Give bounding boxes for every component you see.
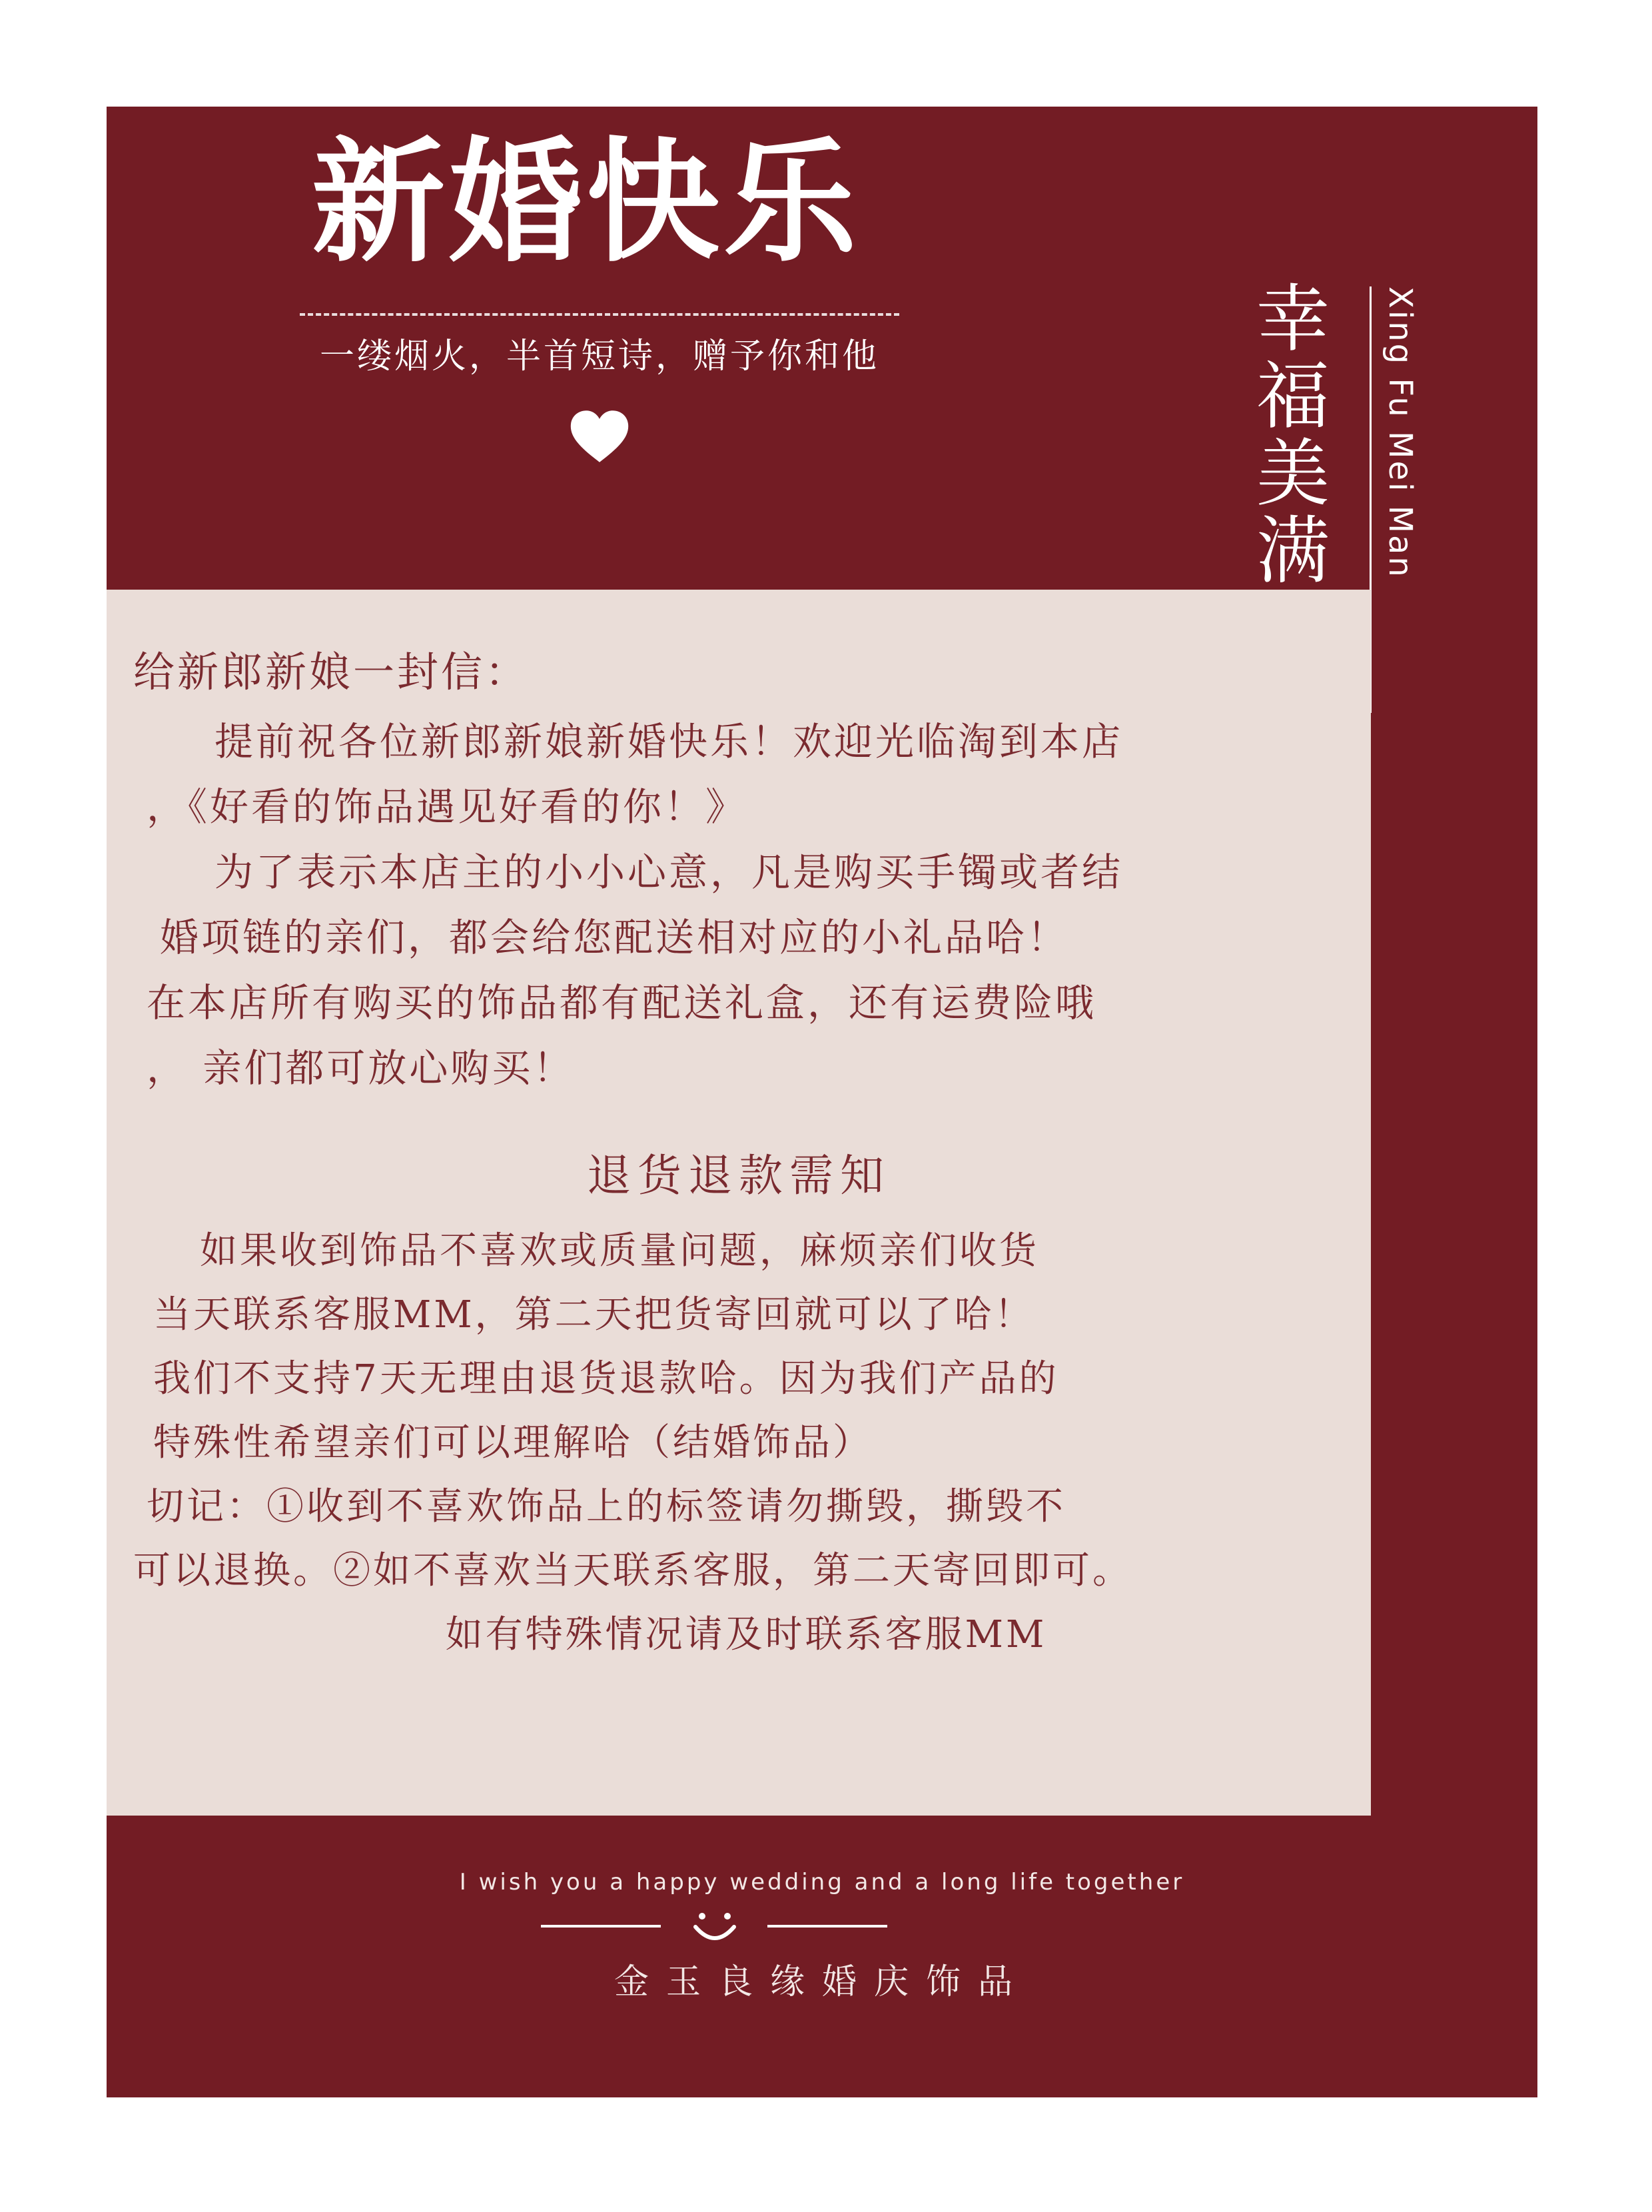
- letter-line: 提前祝各位新郎新娘新婚快乐！欢迎光临淘到本店: [173, 719, 1124, 764]
- letter-body: [133, 640, 1359, 1101]
- refund-line: 如果收到饰品不喜欢或质量问题，麻烦亲们收货: [160, 1229, 1039, 1273]
- footer-line-left: [541, 1925, 661, 1928]
- wish-text: I wish you a happy wedding and a long life together: [459, 1869, 1185, 1896]
- refund-body: [133, 1219, 1359, 1667]
- refund-line: 可以退换。②如不喜欢当天联系客服，第二天寄回即可。: [133, 1549, 1132, 1592]
- refund-closing: 如有特殊情况请及时联系客服MM: [445, 1613, 1047, 1656]
- heart-icon: [570, 406, 629, 466]
- footer-line-right: [767, 1925, 887, 1928]
- main-title: 新婚快乐: [311, 125, 861, 280]
- refund-line: 切记：①收到不喜欢饰品上的标签请勿撕毁，撕毁不: [147, 1485, 1066, 1528]
- letter-line: 在本店所有购买的饰品都有配送礼盒，还有运费险哦: [147, 980, 1097, 1025]
- vertical-blessing: 幸福美满: [1244, 280, 1330, 589]
- shop-name: 金玉良缘婚庆饰品: [614, 1962, 1030, 2002]
- refund-line: 当天联系客服MM，第二天把货寄回就可以了哈！: [153, 1293, 1034, 1337]
- subtitle: 一缕烟火，半首短诗，赠予你和他: [319, 336, 879, 376]
- vertical-pinyin: Xing Fu Mei Man: [1382, 286, 1419, 579]
- dotted-divider: [300, 313, 899, 316]
- refund-line: 特殊性希望亲们可以理解哈（结婚饰品）: [153, 1421, 873, 1464]
- letter-line: 为了表示本店主的小小心意，凡是购买手镯或者结: [173, 849, 1124, 895]
- smile-icon: [686, 1910, 743, 1947]
- letter-line: ，《好看的饰品遇见好看的你！》: [147, 784, 747, 830]
- letter-line: 婚项链的亲们，都会给您配送相对应的小礼品哈！: [160, 915, 1069, 960]
- letter-line: ， 亲们都可放心购买！: [147, 1045, 575, 1091]
- refund-line: 我们不支持7天无理由退货退款哈。因为我们产品的: [153, 1357, 1059, 1400]
- refund-title: 退货退款需知: [587, 1150, 891, 1201]
- letter-greeting: 给新郎新娘一封信：: [133, 648, 530, 696]
